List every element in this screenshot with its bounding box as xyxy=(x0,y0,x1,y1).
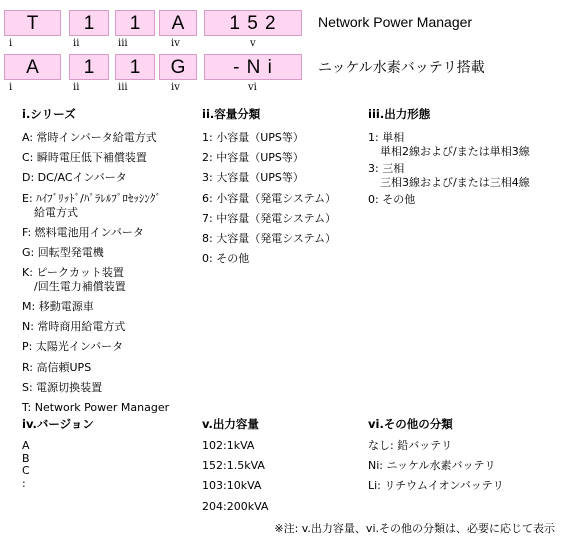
row-2-title: ニッケル水素バッテリ搭載 xyxy=(318,59,485,75)
capacity-class-heading: ii.容量分類 xyxy=(202,107,261,121)
label-v: v xyxy=(250,38,256,49)
list-item: Ni: ニッケル水素バッテリ xyxy=(368,459,496,473)
code-box-version: A xyxy=(159,10,197,36)
output-capacity-heading: v.出力容量 xyxy=(202,417,259,431)
list-item: 0: その他 xyxy=(202,252,250,266)
list-item: S: 電源切換装置 xyxy=(22,380,103,394)
output-form-item-0: 0: その他 xyxy=(368,193,416,206)
other-class-list xyxy=(368,436,504,497)
code-box-output-form: 1 xyxy=(115,10,155,36)
list-item: N: 常時商用給電方式 xyxy=(22,320,126,334)
label-ii: ii xyxy=(73,82,80,93)
code-box-series: A xyxy=(4,54,61,80)
code-box-output-capacity: 1 5 2 xyxy=(204,10,302,36)
list-item: A: 常時インバータ給電方式 xyxy=(22,131,157,144)
list-item: Li: リチウムイオンバッテリ xyxy=(368,479,504,493)
list-item: G: 回転型発電機 xyxy=(22,245,104,259)
label-i: i xyxy=(9,38,13,49)
list-item: 6: 小容量（発電システム） xyxy=(202,191,337,205)
output-form-heading: iii.出力形態 xyxy=(368,107,431,121)
series-list xyxy=(22,128,169,418)
code-box-capacity-class: 1 xyxy=(69,54,109,80)
list-item: T: Network Power Manager xyxy=(22,401,170,415)
other-class-heading: vi.その他の分類 xyxy=(368,417,453,431)
code-box-series: T xyxy=(4,10,61,36)
version-heading: iv.バージョン xyxy=(22,417,94,431)
list-item: 204:200kVA xyxy=(202,499,269,513)
list-item: 102:1kVA xyxy=(202,439,255,452)
code-box-output-form: 1 xyxy=(115,54,155,80)
code-box-other-class: - N i xyxy=(204,54,302,80)
list-item: /回生電力補償装置 xyxy=(34,280,126,294)
list-item: E: ﾊｲﾌﾞﾘｯﾄﾞ/ﾊﾟﾗﾚﾙﾌﾟﾛｾｯｼﾝｸﾞ xyxy=(22,191,161,205)
list-item: 給電方式 xyxy=(34,205,78,219)
label-vi: vi xyxy=(248,82,257,93)
version-list xyxy=(22,440,30,490)
list-item: M: 移動電源車 xyxy=(22,300,94,314)
label-iv: iv xyxy=(171,38,180,49)
output-form-item-3: 3: 三相 xyxy=(368,162,405,175)
list-item: B xyxy=(22,451,30,465)
list-item: 8: 大容量（発電システム） xyxy=(202,232,337,246)
code-box-version: G xyxy=(159,54,197,80)
list-item: 3: 大容量（UPS等） xyxy=(202,171,304,185)
capacity-class-list xyxy=(202,128,336,269)
list-item: C: 瞬時電圧低下補償装置 xyxy=(22,151,147,165)
label-iii: iii xyxy=(118,82,128,93)
output-form-item-1: 1: 単相 xyxy=(368,131,405,144)
label-ii: ii xyxy=(73,38,80,49)
output-form-item-3-detail: 三相3線および/または三相4線 xyxy=(380,176,530,189)
list-item: 2: 中容量（UPS等） xyxy=(202,151,304,165)
list-item: D: DC/ACインバータ xyxy=(22,171,127,185)
footnote: ※注: v.出力容量、vi.その他の分類は、必要に応じて表示 xyxy=(274,522,555,535)
list-item: P: 太陽光インバータ xyxy=(22,340,124,354)
list-item: 7: 中容量（発電システム） xyxy=(202,211,337,225)
list-item: 103:10kVA xyxy=(202,479,262,493)
output-form-item-1-detail: 単相2線および/または単相3線 xyxy=(380,145,530,158)
list-item: : xyxy=(22,476,26,490)
list-item: F: 燃料電池用インバータ xyxy=(22,225,144,239)
list-item: K: ピークカット装置 xyxy=(22,266,124,280)
label-iii: iii xyxy=(118,38,128,49)
list-item: A xyxy=(22,439,30,452)
label-i: i xyxy=(9,82,13,93)
code-box-capacity-class: 1 xyxy=(69,10,109,36)
label-iv: iv xyxy=(171,82,180,93)
output-capacity-list xyxy=(202,436,268,517)
row-1-title: Network Power Manager xyxy=(318,14,473,30)
series-heading: i.シリーズ xyxy=(22,107,76,121)
list-item: なし: 鉛バッテリ xyxy=(368,439,453,452)
list-item: 152:1.5kVA xyxy=(202,459,265,473)
list-item: C xyxy=(22,464,30,477)
list-item: 1: 小容量（UPS等） xyxy=(202,131,304,144)
list-item: R: 高信頼UPS xyxy=(22,360,92,374)
